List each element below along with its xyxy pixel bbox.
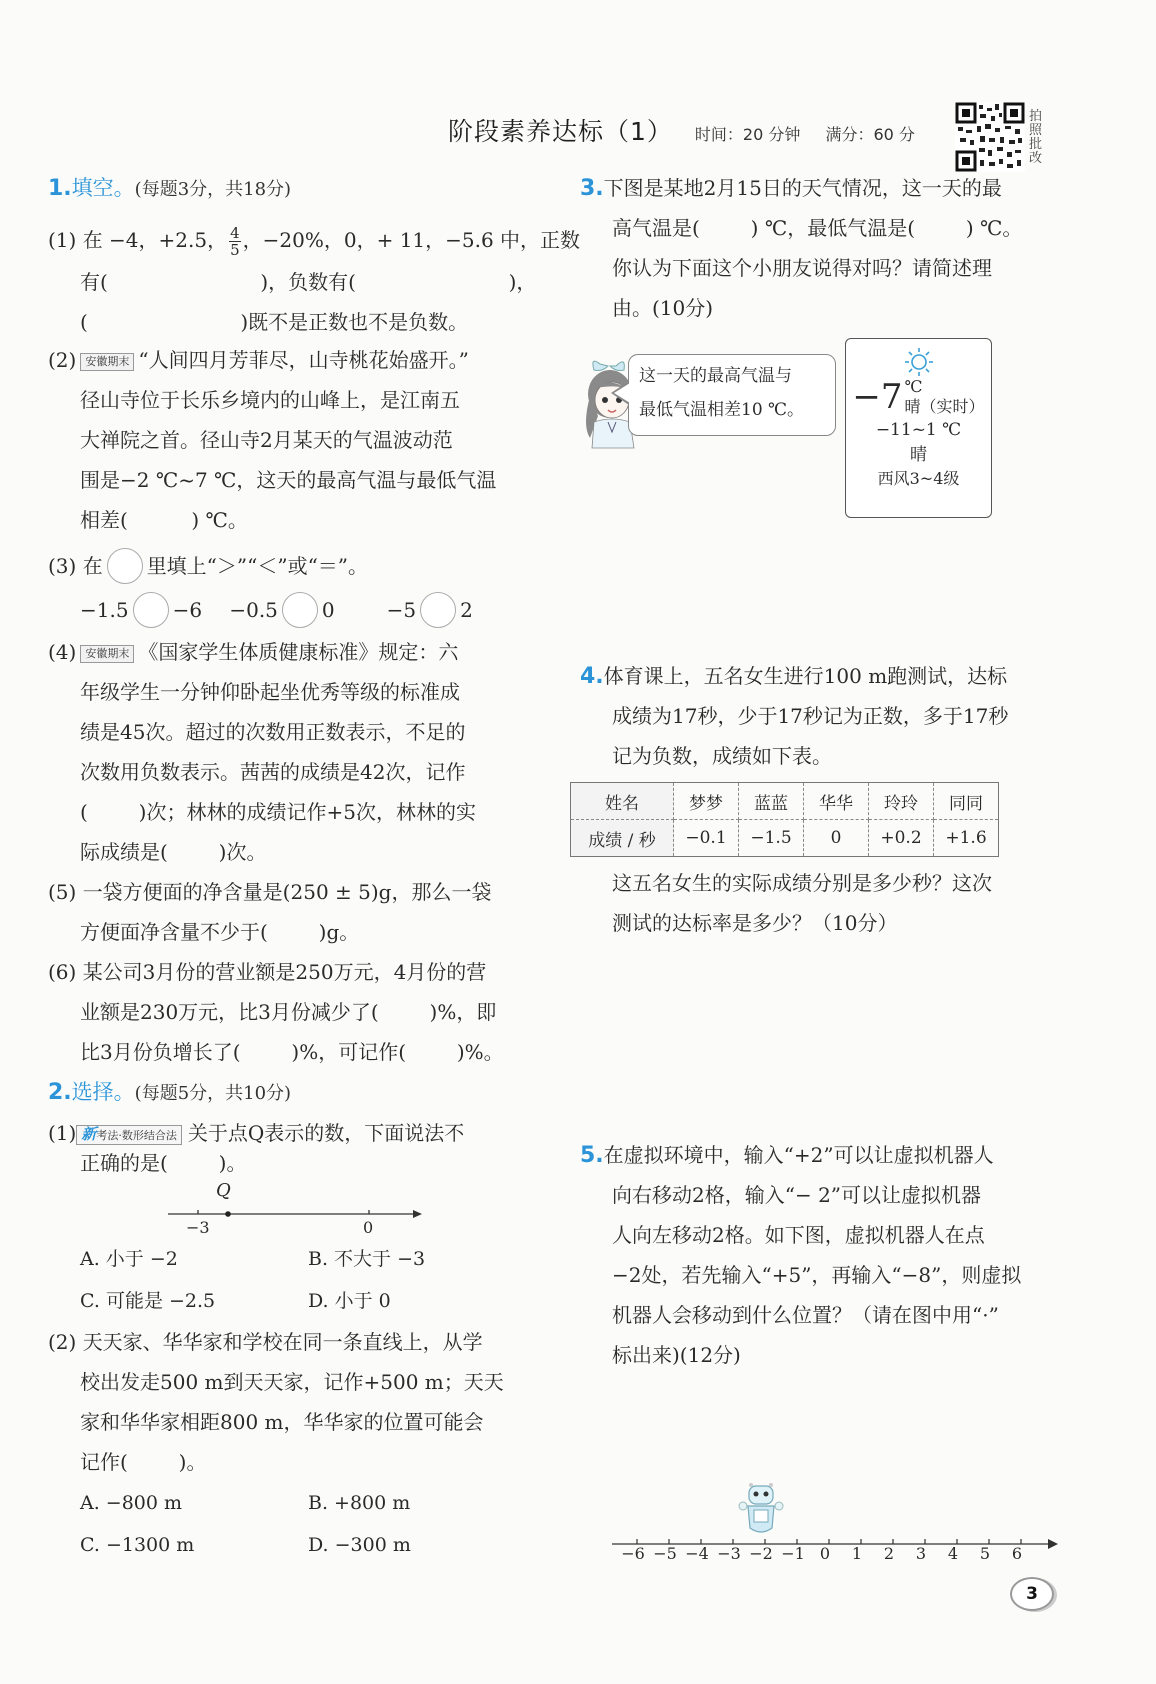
sun-icon: [846, 347, 991, 377]
tick-labels: [617, 1544, 1033, 1563]
page-title: 阶段素养达标（1）: [448, 117, 673, 146]
exam-meta: [695, 122, 915, 145]
q1-part5-line1: (5) 一袋方便面的净含量是(250 ± 5)g，那么一袋: [48, 880, 492, 904]
question-5-line2: 向右移动2格，输入“− 2”可以让虚拟机器: [612, 1183, 982, 1207]
source-tag: 安徽期末: [80, 353, 134, 371]
current-temp-value: −7: [852, 377, 903, 417]
q1-part6-line1: (6) 某公司3月份的营业额是250万元，4月份的营: [48, 960, 487, 984]
question-3-line3: 你认为下面这个小朋友说得对吗？请简述理: [612, 256, 992, 280]
table-cell: 蓝蓝: [739, 783, 804, 820]
comparison-answer-circle[interactable]: [420, 592, 456, 628]
bubble-text: 这一天的最高气温与: [639, 366, 792, 386]
q2-part2-line3: 家和华华家相距800 m，华华家的位置可能会: [80, 1410, 484, 1434]
question-number: 2.: [48, 1080, 72, 1105]
comparison-circle-example: [107, 548, 143, 584]
question-title: 选择。: [71, 1080, 135, 1104]
question-5-line3: 人向左移动2格。如下图，虚拟机器人在点: [612, 1223, 985, 1247]
question-4-line2: 成绩为17秒，少于17秒记为正数，多于17秒: [612, 704, 1009, 728]
comparison-item: [387, 588, 536, 632]
question-score-note: (每题3分，共18分): [134, 179, 292, 200]
time-limit: 时间：20 分钟: [694, 125, 801, 144]
tick-label: −5: [653, 1544, 677, 1563]
tick-label: 5: [979, 1544, 991, 1563]
weather-illustration: [580, 338, 1062, 528]
scores-table: [570, 782, 999, 857]
fraction: [229, 225, 241, 258]
tick-label: −6: [621, 1544, 645, 1563]
table-cell: −1.5: [739, 820, 804, 857]
right-value: 2: [460, 598, 473, 622]
part-label: (2): [48, 348, 77, 372]
option-c[interactable]: C. −1300 m: [80, 1534, 195, 1556]
left-value: −5: [386, 598, 417, 622]
left-value: −1.5: [80, 598, 129, 622]
right-column: [580, 168, 1062, 1375]
right-value: −6: [172, 598, 203, 622]
now-label: 晴（实时）: [904, 397, 985, 416]
tick-label: −4: [685, 1544, 709, 1563]
fraction-denominator: 5: [230, 241, 240, 259]
question-number: 5.: [580, 1143, 604, 1168]
tick-label: 0: [819, 1544, 831, 1563]
table-cell: 华华: [804, 783, 869, 820]
source-tag: 安徽期末: [80, 645, 134, 663]
q1-part2-line5[interactable]: 相差( ) ℃。: [80, 508, 248, 532]
question-4-line3: 记为负数，成绩如下表。: [612, 744, 832, 768]
options-row: [48, 1482, 536, 1524]
weather-card: [845, 338, 992, 518]
option-d[interactable]: D. −300 m: [308, 1534, 411, 1556]
question-number: 1.: [48, 176, 72, 201]
question-5-line5: 机器人会移动到什么位置？（请在图中用“·”: [612, 1303, 999, 1327]
new-method-tag: [76, 1125, 182, 1145]
question-4-line4: 这五名女生的实际成绩分别是多少秒？这次: [612, 871, 992, 895]
question-4-line1: [580, 656, 1062, 696]
q1-part5-line2[interactable]: 方便面净含量不少于( )g。: [80, 920, 360, 944]
q1-part2-line1: [48, 340, 536, 380]
q1-part2-line2: 径山寺位于长乐乡境内的山峰上，是江南五: [80, 388, 460, 412]
question-5-line6: 标出来)(12分): [612, 1343, 741, 1367]
full-score: 满分：60 分: [825, 125, 915, 144]
q1-part4-line2: 年级学生一分钟仰卧起坐优秀等级的标准成: [80, 680, 460, 704]
robot-icon: [739, 1483, 783, 1532]
text: 体育课上，五名女生进行100 m跑测试，达标: [603, 664, 1008, 688]
q1-part3-instruction: [48, 544, 536, 588]
q1-part4-line6[interactable]: 际成绩是( )次。: [80, 840, 267, 864]
text: (1) 在 −4，+2.5，: [48, 228, 228, 252]
q2-part2-line1: (2) 天天家、华华家和学校在同一条直线上，从学: [48, 1330, 483, 1354]
tick-label: 4: [947, 1544, 959, 1563]
table-cell: +0.2: [869, 820, 934, 857]
text: 《国家学生体质健康标准》规定：六: [138, 640, 459, 664]
option-b[interactable]: B. +800 m: [308, 1492, 411, 1514]
option-b[interactable]: B. 不大于 −3: [308, 1248, 426, 1270]
tick-label: 6: [1011, 1544, 1023, 1563]
question-3-line4: 由。(10分): [612, 296, 714, 320]
tick-label: 2: [883, 1544, 895, 1563]
text: (3) 在: [48, 554, 103, 578]
question-3-line1: [580, 168, 1062, 208]
tick-label: 0: [363, 1218, 374, 1237]
tick-label: −2: [749, 1544, 773, 1563]
q2-number-line: [48, 1178, 536, 1238]
table-cell: +1.6: [934, 820, 999, 857]
question-number: 4.: [580, 664, 604, 689]
fraction-numerator: 4: [230, 224, 240, 242]
tick-label: 1: [851, 1544, 863, 1563]
row-header: 姓名: [571, 783, 674, 820]
question-1-header: [48, 168, 536, 208]
text: 里填上“＞”“＜”或“＝”。: [146, 554, 369, 578]
option-d[interactable]: D. 小于 0: [308, 1290, 391, 1312]
q1-part6-line2[interactable]: 业额是230万元，比3月份减少了( )%，即: [80, 1000, 497, 1024]
row-header: 成绩 / 秒: [571, 820, 674, 857]
options-row: [48, 1524, 536, 1566]
question-title: 填空。: [71, 176, 135, 200]
temp-unit-stack: [905, 377, 985, 417]
part-label: (4): [48, 640, 77, 664]
weather-condition: 晴: [910, 445, 927, 465]
qr-label: 拍照批改: [1029, 109, 1043, 166]
table-cell: −0.1: [674, 820, 739, 857]
q1-part1-line1: [48, 218, 581, 262]
q2-part1-line2[interactable]: 正确的是( )。: [80, 1151, 247, 1175]
question-number: 3.: [580, 176, 604, 201]
left-column: [48, 168, 581, 1566]
q2-part2-line2: 校出发走500 m到天天家，记作+500 m；天天: [80, 1370, 504, 1394]
tick-label: 3: [915, 1544, 927, 1563]
table-cell: 0: [804, 820, 869, 857]
table-cell: 梦梦: [674, 783, 739, 820]
question-score-note: (每题5分，共10分): [134, 1083, 292, 1104]
text: 在虚拟环境中，输入“+2”可以让虚拟机器人: [603, 1143, 994, 1167]
question-2-header: [48, 1072, 536, 1112]
q1-part1-line3[interactable]: ( )既不是正数也不是负数。: [80, 310, 469, 334]
q2-part1-line1: [48, 1116, 536, 1150]
table-row: [571, 783, 999, 820]
q1-part6-line3[interactable]: 比3月份负增长了( )%，可记作( )%。: [80, 1040, 504, 1064]
options-row: [48, 1238, 536, 1280]
right-value: 0: [321, 598, 335, 622]
option-c[interactable]: C. 可能是 −2.5: [80, 1290, 216, 1312]
page-number: 3: [1010, 1577, 1054, 1611]
q1-part4-line5[interactable]: ( )次；林林的成绩记作+5次，林林的实: [80, 800, 476, 824]
q1-part4-line4: 次数用负数表示。茜茜的成绩是42次，记作: [80, 760, 466, 784]
table-cell: 同同: [934, 783, 999, 820]
comparison-row: [48, 588, 536, 632]
text: ，−20%，0，+ 11，−5.6 中，正数: [242, 228, 581, 252]
qr-code-icon[interactable]: [955, 102, 1025, 172]
wind-info: 西风3~4级: [877, 469, 960, 488]
speech-bubble: [628, 354, 836, 436]
tick-label: −1: [781, 1544, 805, 1563]
question-5-line4: −2处，若先输入“+5”，再输入“−8”，则虚拟: [612, 1263, 1022, 1287]
text: 关于点Q表示的数，下面说法不: [187, 1121, 465, 1145]
bubble-text: 最低气温相差10 ℃。: [639, 400, 805, 420]
question-3-line2[interactable]: 高气温是( ) ℃，最低气温是( ) ℃。: [612, 216, 1023, 240]
question-5-line1: [580, 1135, 1062, 1175]
options-row: [48, 1280, 536, 1322]
point-q-label: Q: [216, 1180, 231, 1201]
table-cell: 玲玲: [869, 783, 934, 820]
text: 下图是某地2月15日的天气情况，这一天的最: [603, 176, 1002, 200]
text: “人间四月芳菲尽，山寺桃花始盛开。”: [138, 348, 469, 372]
comparison-answer-circle[interactable]: [133, 592, 169, 628]
tick-label: −3: [717, 1544, 741, 1563]
q1-part2-line3: 大禅院之首。径山寺2月某天的气温波动范: [80, 428, 453, 452]
answer-space[interactable]: [580, 943, 1062, 1135]
page-header: [448, 112, 915, 148]
option-a[interactable]: A. −800 m: [80, 1492, 183, 1514]
comparison-item: [80, 588, 229, 632]
comparison-item: [229, 588, 386, 632]
q1-part2-line4: 围是−2 ℃~7 ℃，这天的最高气温与最低气温: [80, 468, 497, 492]
left-value: −0.5: [229, 598, 278, 622]
question-4-line5: 测试的达标率是多少？（10分）: [612, 911, 898, 935]
current-temperature: [846, 377, 991, 417]
new-label: 新: [81, 1124, 97, 1143]
q1-part4-line1: [48, 632, 536, 672]
q1-part1-line2[interactable]: 有( )，负数有( )，: [80, 270, 537, 294]
tick-label: −3: [186, 1218, 210, 1237]
part-label: (1): [48, 1121, 77, 1145]
temp-range: −11~1 ℃: [875, 420, 962, 440]
q2-part2-line4[interactable]: 记作( )。: [80, 1450, 207, 1474]
q1-part4-line3: 绩是45次。超过的次数用正数表示，不足的: [80, 720, 466, 744]
robot-number-line[interactable]: [600, 1478, 1060, 1563]
table-row: [571, 820, 999, 857]
comparison-answer-circle[interactable]: [282, 592, 318, 628]
temp-unit: ℃: [904, 377, 923, 396]
option-a[interactable]: A. 小于 −2: [80, 1248, 178, 1270]
method-label: 考法·数形结合法: [96, 1128, 177, 1142]
